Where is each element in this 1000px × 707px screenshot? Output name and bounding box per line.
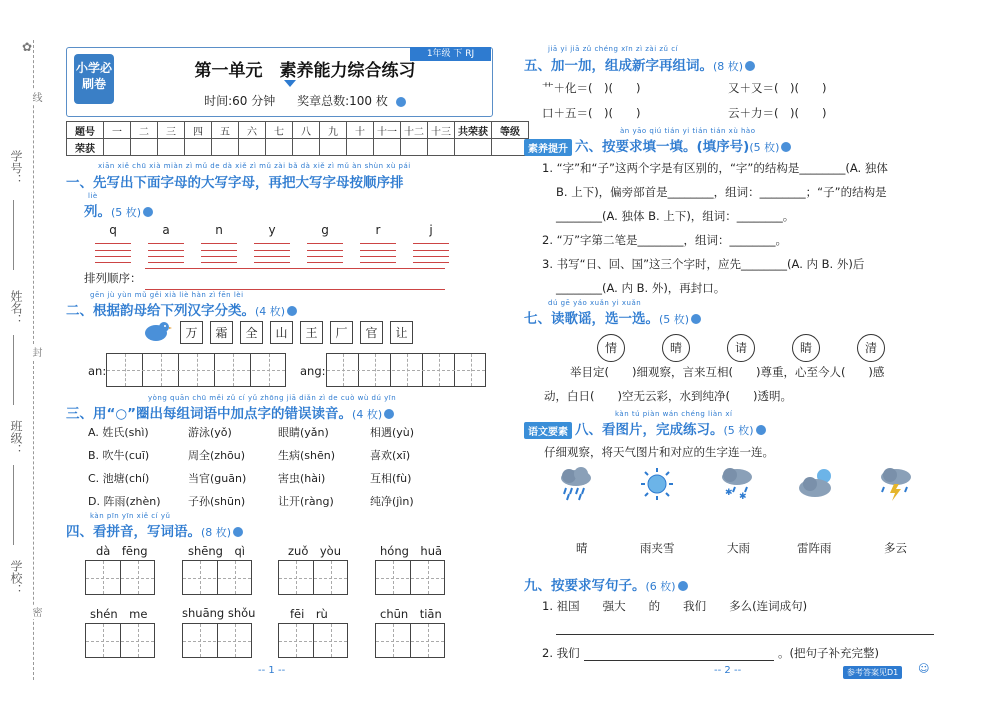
ang-writing-grid[interactable] [326, 353, 486, 387]
s7-title: 七、读歌谣，选一选。(5 枚) [524, 307, 701, 327]
word-pinyin: fēi rù [290, 607, 328, 621]
cut-mark-xian: 线 [30, 92, 41, 102]
s6-title: 素养提升 六、按要求填一填。(填序号)(5 枚) [524, 135, 791, 156]
score-input[interactable] [158, 139, 185, 156]
medal-icon [781, 142, 791, 152]
word-writing-grid[interactable] [375, 623, 445, 658]
school-label: 学校： [9, 560, 23, 596]
brand-logo: 小学必刷卷 [74, 54, 114, 104]
title-pointer-icon [284, 80, 296, 87]
score-input[interactable] [492, 139, 529, 156]
literacy-tag: 素养提升 [524, 139, 572, 156]
corner-ornament: ✿ [22, 40, 33, 54]
pron-item[interactable]: B. 吹牛(cuī) [88, 449, 150, 462]
letter-writing-grid[interactable] [360, 243, 396, 263]
rhyme-line[interactable]: 动，白日( )空无云彩，水到纯净( )透明。 [544, 389, 792, 403]
score-input[interactable] [131, 139, 158, 156]
score-cell: 十三 [428, 122, 455, 139]
weather-word[interactable]: 大雨 [727, 541, 750, 555]
s6-line[interactable]: ________(A. 内 B. 外)，再封口。 [556, 281, 726, 295]
word-pinyin: shén me [90, 607, 148, 621]
svg-text:✱: ✱ [739, 492, 747, 502]
letter-writing-grid[interactable] [148, 243, 184, 263]
s9-answer-line-2[interactable] [584, 660, 774, 661]
order-label: 排列顺序： [84, 271, 142, 285]
option-circle: 请 [727, 334, 755, 362]
char-box: 让 [390, 321, 413, 344]
score-cell: 荣获 [67, 139, 104, 156]
medal-icon [678, 581, 688, 591]
letter-writing-grid[interactable] [95, 243, 131, 263]
score-cell: 十二 [401, 122, 428, 139]
letter-q: q [109, 223, 117, 237]
s9-answer-line[interactable] [556, 634, 934, 635]
s9-line1: 1. 祖国 强大 的 我们 多么(连词成句) [542, 599, 808, 613]
char-box: 王 [300, 321, 323, 344]
student-name-line[interactable] [13, 335, 14, 405]
sunny-icon[interactable] [637, 466, 677, 502]
pron-item[interactable]: 眼睛(yǎn) [278, 426, 329, 439]
s1-pinyin: xiān xiě chū xià miàn zì mǔ de dà xiě zì mǔ zài bǎ dà xiě zì mǔ àn shùn xù pái [98, 162, 411, 170]
medal-icon [384, 409, 394, 419]
sleet-icon[interactable] [717, 466, 757, 502]
exam-meta [140, 92, 470, 109]
s8-title: 语文要素 八、看图片，完成练习。(5 枚) [524, 418, 766, 439]
pron-item[interactable]: 互相(fù) [370, 472, 412, 485]
s2-title: 二、根据韵母给下列汉字分类。(4 枚) [66, 299, 297, 319]
bird-icon [142, 318, 172, 344]
letter-writing-grid[interactable] [254, 243, 290, 263]
combine-item[interactable]: 口＋五＝( )( ) [542, 106, 641, 120]
score-cell: 题号 [67, 122, 104, 139]
score-input[interactable] [293, 139, 320, 156]
medal-icon [396, 97, 406, 107]
student-id-label: 学号： [9, 150, 23, 186]
class-label: 班级： [9, 420, 23, 456]
pron-item[interactable]: 害虫(hài) [278, 472, 326, 485]
heavy-rain-icon[interactable] [556, 466, 596, 502]
literacy-tag: 语文要素 [524, 422, 572, 439]
cloudy-icon[interactable] [797, 466, 837, 502]
pron-item[interactable]: 喜欢(xī) [370, 449, 411, 462]
weather-word[interactable]: 多云 [884, 541, 907, 555]
score-input[interactable] [212, 139, 239, 156]
weather-word[interactable]: 雨夹雪 [640, 541, 675, 555]
score-input[interactable] [266, 139, 293, 156]
score-cell: 八 [293, 122, 320, 139]
pron-item[interactable]: 游泳(yǒ) [188, 426, 232, 439]
option-circle: 睛 [792, 334, 820, 362]
combine-item[interactable]: 艹＋化＝( )( ) [542, 81, 641, 95]
score-input[interactable] [320, 139, 347, 156]
word-writing-grid[interactable] [182, 623, 252, 658]
letter-writing-grid[interactable] [201, 243, 237, 263]
option-circle: 情 [597, 334, 625, 362]
student-id-line[interactable] [13, 200, 14, 270]
char-box: 官 [360, 321, 383, 344]
score-input[interactable] [347, 139, 374, 156]
an-writing-grid[interactable] [106, 353, 286, 387]
s9-title: 九、按要求写句子。(6 枚) [524, 574, 688, 594]
score-cell: 共荣获 [455, 122, 492, 139]
letter-writing-grid[interactable] [307, 243, 343, 263]
time-limit: 时间:60 分钟 [204, 94, 276, 108]
order-writing-grid[interactable] [145, 268, 445, 290]
weather-word[interactable]: 晴 [576, 541, 588, 555]
score-input[interactable] [374, 139, 401, 156]
s1-title-2: 列。(5 枚) [84, 200, 153, 220]
combine-item[interactable]: 又＋又＝( )( ) [728, 81, 827, 95]
score-input[interactable] [428, 139, 455, 156]
letter-a: a [162, 223, 170, 237]
answer-reference-tag: 参考答案见D1 [843, 666, 902, 679]
score-table [66, 121, 529, 156]
s8-pinyin: kàn tú piàn wán chéng liàn xí [615, 410, 733, 418]
char-box: 霜 [210, 321, 233, 344]
letter-n: n [215, 223, 223, 237]
cut-mark-feng: 封 [30, 347, 41, 357]
medal-icon [691, 314, 701, 324]
binding-strip [0, 0, 48, 707]
score-cell: 十一 [374, 122, 401, 139]
s5-title: 五、加一加，组成新字再组词。(8 枚) [524, 54, 755, 74]
score-header-row [67, 122, 529, 139]
an-label: an: [88, 364, 107, 378]
score-input[interactable] [185, 139, 212, 156]
char-box: 全 [240, 321, 263, 344]
pron-item[interactable]: 纯净(jìn) [370, 495, 414, 508]
total-medals: 奖章总数:100 枚 [291, 94, 406, 108]
pron-item[interactable]: 相遇(yù) [370, 426, 415, 439]
pron-item[interactable]: C. 池塘(chí) [88, 472, 150, 485]
medal-icon [745, 61, 755, 71]
s2-pinyin: gēn jù yùn mǔ gěi xià liè hàn zì fēn lèi [90, 291, 244, 299]
word-writing-grid[interactable] [278, 560, 348, 595]
grade-tag: 1年级 下 RJ [410, 47, 491, 61]
page-title: 第一单元 素养能力综合练习 [194, 61, 416, 81]
word-pinyin: zuǒ yòu [288, 544, 341, 558]
score-input[interactable] [455, 139, 492, 156]
word-writing-grid[interactable] [182, 560, 252, 595]
medal-icon [143, 207, 153, 217]
student-name-label: 姓名： [9, 290, 23, 326]
weather-word[interactable]: 雷阵雨 [797, 541, 832, 555]
word-pinyin: dà fēng [96, 544, 148, 558]
s4-pinyin: kàn pīn yīn xiě cí yǔ [90, 512, 171, 520]
score-cell: 二 [131, 122, 158, 139]
option-circle: 晴 [662, 334, 690, 362]
word-writing-grid[interactable] [85, 623, 155, 658]
s9-line2-end: 。(把句子补充完整) [778, 646, 879, 660]
s9-line2-start: 2. 我们 [542, 646, 580, 660]
letter-g: g [321, 223, 329, 237]
class-line[interactable] [13, 465, 14, 545]
s6-line[interactable]: ________(A. 独体 B. 上下)，组词：________。 [556, 209, 795, 223]
medal-icon [287, 306, 297, 316]
thunderstorm-icon[interactable] [876, 466, 916, 502]
rhyme-line[interactable]: 举目定( )细观察，言来互相( )尊重，心至今人( )感 [570, 365, 885, 379]
svg-text:✱: ✱ [725, 488, 733, 498]
s6-line[interactable]: 1. “字”和“子”这两个字是有区别的，“字”的结构是________(A. 独体 [542, 161, 888, 175]
score-cell: 五 [212, 122, 239, 139]
s4-title: 四、看拼音，写词语。(8 枚) [66, 520, 243, 540]
s8-instruction: 仔细观察，将天气图片和对应的生字连一连。 [544, 445, 774, 459]
letter-r: r [375, 223, 381, 237]
s3-pinyin: yòng quān chū měi zǔ cí yǔ zhōng jiā diǎn zì de cuò wù dú yīn [148, 394, 397, 402]
char-box: 厂 [330, 321, 353, 344]
s3-rows [88, 424, 488, 516]
score-value-row [67, 139, 529, 156]
char-box: 山 [270, 321, 293, 344]
score-input[interactable] [401, 139, 428, 156]
letter-j: j [429, 223, 433, 237]
word-writing-grid[interactable] [278, 623, 348, 658]
score-cell: 三 [158, 122, 185, 139]
mascot-icon: ☺ [918, 662, 930, 675]
s6-line[interactable]: 2. “万”字第二笔是________，组词：________。 [542, 233, 788, 247]
score-cell: 七 [266, 122, 293, 139]
pron-item[interactable]: 当官(guān) [188, 472, 247, 485]
score-cell: 等级 [492, 122, 529, 139]
score-input[interactable] [239, 139, 266, 156]
word-writing-grid[interactable] [375, 560, 445, 595]
cut-mark-mi: 密 [30, 607, 41, 617]
pron-item[interactable]: 让开(ràng) [278, 495, 334, 508]
s1-title: 一、先写出下面字母的大写字母，再把大写字母按顺序排 [66, 175, 404, 191]
pron-item[interactable]: 子孙(shūn) [188, 495, 246, 508]
score-cell: 十 [347, 122, 374, 139]
s3-title: 三、用“○”圈出每组词语中加点字的错误读音。(4 枚) [66, 402, 394, 422]
s6-line[interactable]: 3. 书写“日、回、国”这三个字时，应先________(A. 内 B. 外)后 [542, 257, 865, 271]
score-input[interactable] [104, 139, 131, 156]
char-box: 万 [180, 321, 203, 344]
s7-pinyin: dú gē yáo xuǎn yi xuǎn [548, 299, 642, 307]
score-cell: 六 [239, 122, 266, 139]
page-number-right: -- 2 -- [714, 665, 742, 676]
word-pinyin: chūn tiān [380, 607, 442, 621]
score-cell: 四 [185, 122, 212, 139]
word-pinyin: shēng qì [188, 544, 245, 558]
option-circle: 清 [857, 334, 885, 362]
word-pinyin: hóng huā [380, 544, 443, 558]
page-number-left: -- 1 -- [258, 665, 286, 676]
letter-y: y [268, 223, 276, 237]
s1-pinyin-2: liè [88, 192, 98, 200]
medal-icon [233, 527, 243, 537]
word-writing-grid[interactable] [85, 560, 155, 595]
pron-item[interactable]: D. 阵雨(zhèn) [88, 495, 161, 508]
ang-label: ang: [300, 364, 326, 378]
s1-letter-row [95, 223, 475, 273]
cut-line [33, 40, 34, 680]
medal-icon [756, 425, 766, 435]
s6-line[interactable]: B. 上下)，偏旁部首是________，组词：________；“子”的结构是 [556, 185, 887, 199]
combine-item[interactable]: 云＋力＝( )( ) [728, 106, 827, 120]
score-cell: 一 [104, 122, 131, 139]
pron-item[interactable]: A. 姓氏(shì) [88, 426, 149, 439]
s6-pinyin: àn yāo qiú tián yi tián tián xù hào [620, 127, 756, 135]
pron-item[interactable]: 生病(shēn) [278, 449, 336, 462]
letter-writing-grid[interactable] [413, 243, 449, 263]
pron-item[interactable]: 周全(zhōu) [188, 449, 246, 462]
score-cell: 九 [320, 122, 347, 139]
s5-pinyin: jiā yi jiā zǔ chéng xīn zì zài zǔ cí [548, 45, 679, 53]
word-pinyin: shuāng shǒu [182, 606, 256, 620]
